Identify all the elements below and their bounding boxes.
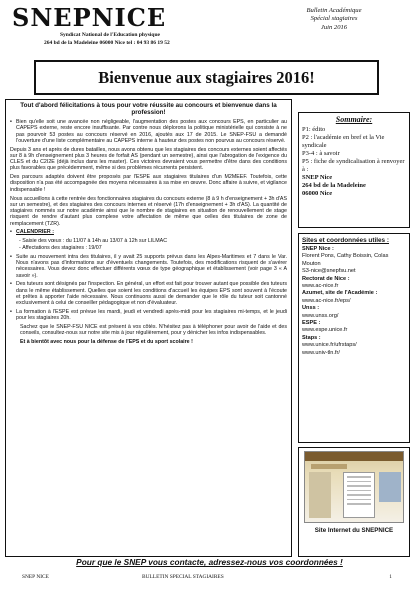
calendar-item: - Affectations des stagiaires : 19/07: [19, 244, 102, 251]
screenshot-caption: Site Internet du SNEPNICE: [314, 527, 394, 534]
bulletin-title: Bulletin Académique: [306, 7, 362, 14]
azumet-link[interactable]: www.ac-nice.fr/eps/: [302, 297, 351, 304]
sommaire-item: P2 : l'académie en bref et la Vie syndicale: [302, 134, 385, 149]
paragraph-affectation: Depuis 3 ans et après de dures batailles, nous avons obtenu que les stagiaires des concours externes soient affectés sur 8 à 9h d'enseignement plus 3 heures de forfait AS (pendant un semestre), ainsi que l'abrogation de l'exigence du CLES et du C2I2E (déjà inclus dans les master). Ces victoires devraient vous permettre d'être dans des conditions plus favorables que précédemment, même si des problèmes récurrents persistent.: [10, 146, 287, 172]
screenshot-nav-bar: [311, 464, 347, 469]
snep-email-link[interactable]: S3-nice@snepfsu.net: [302, 268, 356, 275]
espe-label: ESPE :: [302, 320, 321, 327]
bullet-icon: •: [10, 309, 12, 315]
snep-logo: SNEPNICE: [12, 3, 167, 32]
contact-banner: Pour que le SNEP vous contacte, adressez-nous vos coordonnées !: [76, 557, 343, 567]
sommaire-item: P5 : fiche de syndicalisation à renvoyer à :: [302, 158, 405, 173]
bullet-icon: •: [10, 229, 12, 236]
paragraph-tuteurs: Des tuteurs sont désignés par l'inspection. En général, un effort est fait pour trouver autant que possible des tuteurs dans le même établissement. Quelles que soient les conditions d'accueil les équipes EPS sont souvent à l'écoute et prêtes à apporter l'aide nécessaire. Nous continuons aussi de demander que le rôle du tuteur soit cantonné exclusivement à celui de conseiller pédagogique et non d'évaluateur.: [16, 281, 287, 307]
bullet-paragraph: [10, 309, 287, 322]
paragraph-parcours: Des parcours adaptés doivent être proposés par l'ESPE aux stagiaires titulaires d'un M2MEEF. Toutefois, cette disposition n'a pas été accompagnée des moyens nécessaires à sa mise en œuvre. Donc affaire à suivre, et vigilance indispensable !: [10, 174, 287, 193]
staps-link-tln[interactable]: www.univ-tln.fr/: [302, 349, 340, 356]
staps-link-unice[interactable]: www.unice.fr/ufrstaps/: [302, 342, 357, 349]
bulletin-special: Spécial stagiaires: [310, 15, 358, 23]
sites-box: [298, 233, 410, 443]
calendar-block: [10, 229, 287, 235]
footer-bulletin: BULLETIN SPECIAL STAGIAIRES: [142, 574, 224, 580]
main-article: [5, 99, 292, 557]
sommaire-item: P3-4 : à savoir: [302, 150, 340, 157]
sommaire-address-name: SNEP Nice: [302, 174, 333, 181]
unss-label: Unss :: [302, 305, 320, 312]
footer-org: SNEP NICE: [22, 574, 49, 580]
sommaire-heading: Sommaire:: [335, 115, 373, 124]
espe-link[interactable]: www.espe.unice.fr: [302, 327, 348, 334]
staps-label: Staps :: [302, 334, 321, 341]
union-name: Syndicat National de l'Education physique: [60, 32, 160, 38]
screenshot-sidebar: [309, 472, 331, 518]
sites-heading: Sites et coordonnées utiles :: [302, 237, 390, 244]
sommaire-address-street: 264 bd de la Madeleine: [302, 182, 366, 189]
rectorat-label: Rectorat de Nice :: [302, 275, 350, 282]
union-address: 264 bd de la Madeleine 06000 Nice tel : 04 93 86 19 52: [44, 40, 170, 46]
unss-link[interactable]: www.unss.org/: [302, 312, 339, 319]
page-footer: [22, 574, 402, 584]
calendar-item: - Saisie des vœux : du 11/07 à 14h au 13/07 à 12h sur LILMAC: [19, 238, 168, 245]
paragraph-closing: Et à bientôt avec nous pour la défense de l'EPS et du sport scolaire !: [20, 339, 193, 346]
rectorat-link[interactable]: www.ac-nice.fr: [302, 283, 339, 290]
bullet-paragraph: [10, 254, 287, 279]
paragraph-rentree: Nous accueillons à cette rentrée des fonctionnaires stagiaires du concours externe (8 à 9 h d'enseignement + 3h d'AS sur un semestre), et des stagiaires des concours internes et réservé (17h d'enseignement + 3h d'AS). La quantité de stagiaires nommés sur notre académie ainsi que le nombre de stagiaires en situation de renouvellement de stage risquent de rendre d'autant plus complexe votre affectation de même que celles des titulaires de zone de remplacement (TZR).: [10, 195, 287, 227]
bullet-paragraph: [10, 281, 287, 306]
footer-page-number: 1: [389, 574, 392, 580]
bullet-paragraph: [10, 119, 287, 144]
bullet-icon: •: [10, 119, 12, 125]
paragraph-contact: Sachez que le SNEP-FSU NICE est présent à vos côtés. N'hésitez pas à téléphoner pour avoir de l'aide et des conseils, consultez-nous sur notre site mis à jour régulièrement, pour y dénicher les infos indispensables.: [20, 324, 287, 337]
sommaire-item: P1: édito: [302, 126, 326, 133]
snep-label: SNEP Nice :: [302, 246, 334, 252]
intro-text: Tout d'abord félicitations à tous pour votre réussite au concours et bienvenue dans la profession!: [20, 102, 277, 117]
calendar-heading: CALENDRIER :: [16, 229, 54, 236]
snep-names: Florent Pons, Cathy Boissin, Colas Mouton: [302, 253, 389, 267]
sommaire-box: [298, 112, 410, 228]
paragraph-concours: Bien qu'elle soit une avancée non négligeable, l'augmentation des postes aux concours EPS, en particulier au CAPEPS externe, reste encore insuffisante. Par contre nous déplorons la politique ministérielle qui consiste à ne pas pourvoir 53 postes au concours réservé en 2016, ajoutés aux 17 de 2015. Le SNEP-FSU a demandé l'ouverture d'une liste complémentaire au CAPEPS interne à hauteur des postes non pourvus au concours réservé.: [16, 119, 287, 144]
paragraph-mouvement: Suite au mouvement intra des titulaires, il y avait 25 supports prévus dans les Alpes-Maritimes et 7 dans le Var. Nous n'avons pas d'informations sur d'éventuels changements. Toutefois, des modifications risquent de s'avérer nécessaires. Vous devez donc effectuer différents vœux de type géographique et établissement (voir page 3 « A savoir »).: [16, 253, 287, 279]
bulletin-date: Juin 2016: [320, 23, 348, 31]
screenshot-header-bar: [305, 452, 403, 461]
screenshot-document: [343, 472, 375, 518]
title-box: [34, 60, 379, 95]
website-screenshot-image: [304, 451, 404, 523]
bullet-icon: •: [10, 281, 12, 288]
calendar-affectation: Affectations des stagiaires : 19/07: [22, 244, 102, 251]
website-screenshot-box: [298, 447, 410, 557]
bulletin-info: [289, 7, 379, 32]
sommaire-address-city: 06000 Nice: [302, 190, 333, 197]
paragraph-formation: La formation à l'ESPE est prévue les mardi, jeudi et vendredi après-midi pour les stagiaires mi-temps, et le jeudi pour les stagiaires 20h.: [16, 309, 287, 322]
screenshot-right-panel: [379, 472, 401, 502]
azumet-label: Azumet, site de l'Académie :: [302, 290, 378, 297]
bullet-icon: •: [10, 253, 12, 260]
page-title: Bienvenue aux stagiaires 2016!: [98, 67, 315, 87]
calendar-voeux: Saisie des vœux : du 11/07 à 14h au 13/07 à 12h sur LILMAC: [22, 238, 168, 245]
